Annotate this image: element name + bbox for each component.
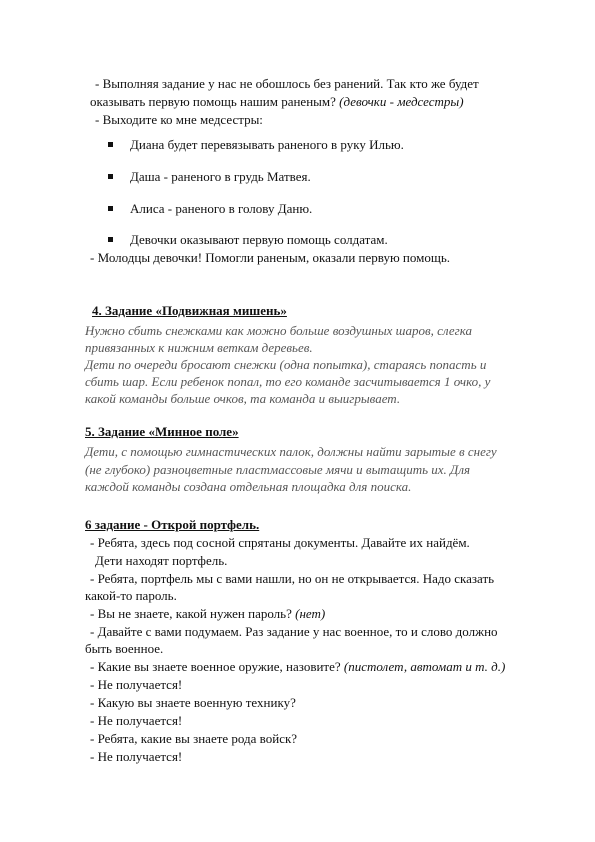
task6-line-12: - Ребята, какие вы знаете рода войск? xyxy=(90,731,298,746)
task5-heading: 5. Задание «Минное поле» xyxy=(85,424,239,439)
nurses-bullet-1: Диана будет перевязывать раненого в руку Илью. xyxy=(130,137,404,152)
task6-line-8 xyxy=(90,659,505,675)
nurses-intro-line-2 xyxy=(90,94,464,110)
task4-desc-line-5: какой команды больше очков, та команда и выигрывает. xyxy=(85,391,401,406)
bullet-marker xyxy=(108,237,113,242)
task6-heading: 6 задание - Открой портфель. xyxy=(85,517,260,532)
task4-desc-line-1: Нужно сбить снежками как можно больше воздушных шаров, слегка xyxy=(85,323,472,338)
task4-desc-line-3: Дети по очереди бросают снежки (одна попытка), стараясь попасть и xyxy=(85,357,487,372)
task4-desc-line-2: привязанных к нижним веткам деревьев. xyxy=(85,340,313,355)
nurses-bullet-2: Даша - раненого в грудь Матвея. xyxy=(130,169,311,184)
nurses-bullet-3: Алиса - раненого в голову Даню. xyxy=(130,201,313,216)
nurses-closing-line: - Молодцы девочки! Помогли раненым, оказали первую помощь. xyxy=(90,250,451,265)
task6-line-8-question: - Какие вы знаете военное оружие, назовите? xyxy=(90,659,341,674)
task6-line-11: - Не получается! xyxy=(90,713,183,728)
task6-line-5 xyxy=(90,606,325,622)
task6-line-8-note: (пистолет, автомат и т. д.) xyxy=(343,659,506,674)
nurses-call-line: - Выходите ко мне медсестры: xyxy=(95,112,263,127)
nurses-intro-line-1: - Выполняя задание у нас не обошлось без ранений. Так кто же будет xyxy=(95,76,479,91)
task6-line-7: быть военное. xyxy=(85,641,164,656)
nurses-bullet-4: Девочки оказывают первую помощь солдатам. xyxy=(130,232,388,247)
bullet-marker xyxy=(108,206,113,211)
task5-desc-line-1: Дети, с помощью гимнастических палок, должны найти зарытые в снегу xyxy=(85,444,497,459)
task6-line-4: какой-то пароль. xyxy=(85,588,177,603)
nurses-intro-note: (девочки - медсестры) xyxy=(339,94,464,109)
task6-line-2: Дети находят портфель. xyxy=(95,553,228,568)
task6-line-1: - Ребята, здесь под сосной спрятаны документы. Давайте их найдём. xyxy=(90,535,470,550)
nurses-intro-question: оказывать первую помощь нашим раненым? xyxy=(90,94,336,109)
task6-line-5-question: - Вы не знаете, какой нужен пароль? xyxy=(90,606,292,621)
task6-line-6: - Давайте с вами подумаем. Раз задание у нас военное, то и слово должно xyxy=(90,624,498,639)
bullet-marker xyxy=(108,142,113,147)
task6-line-5-note: (нет) xyxy=(295,606,326,621)
task6-line-9: - Не получается! xyxy=(90,677,183,692)
task6-line-13: - Не получается! xyxy=(90,749,183,764)
task4-heading: 4. Задание «Подвижная мишень» xyxy=(92,303,287,318)
task5-desc-line-3: каждой команды создана отдельная площадка для поиска. xyxy=(85,479,412,494)
bullet-marker xyxy=(108,174,113,179)
task6-line-10: - Какую вы знаете военную технику? xyxy=(90,695,296,710)
task6-line-3: - Ребята, портфель мы с вами нашли, но он не открывается. Надо сказать xyxy=(90,571,495,586)
task5-desc-line-2: (не глубоко) разноцветные пластмассовые мячи и вытащить их. Для xyxy=(85,462,471,477)
task4-desc-line-4: сбить шар. Если ребенок попал, то его команде засчитывается 1 очко, у xyxy=(85,374,491,389)
